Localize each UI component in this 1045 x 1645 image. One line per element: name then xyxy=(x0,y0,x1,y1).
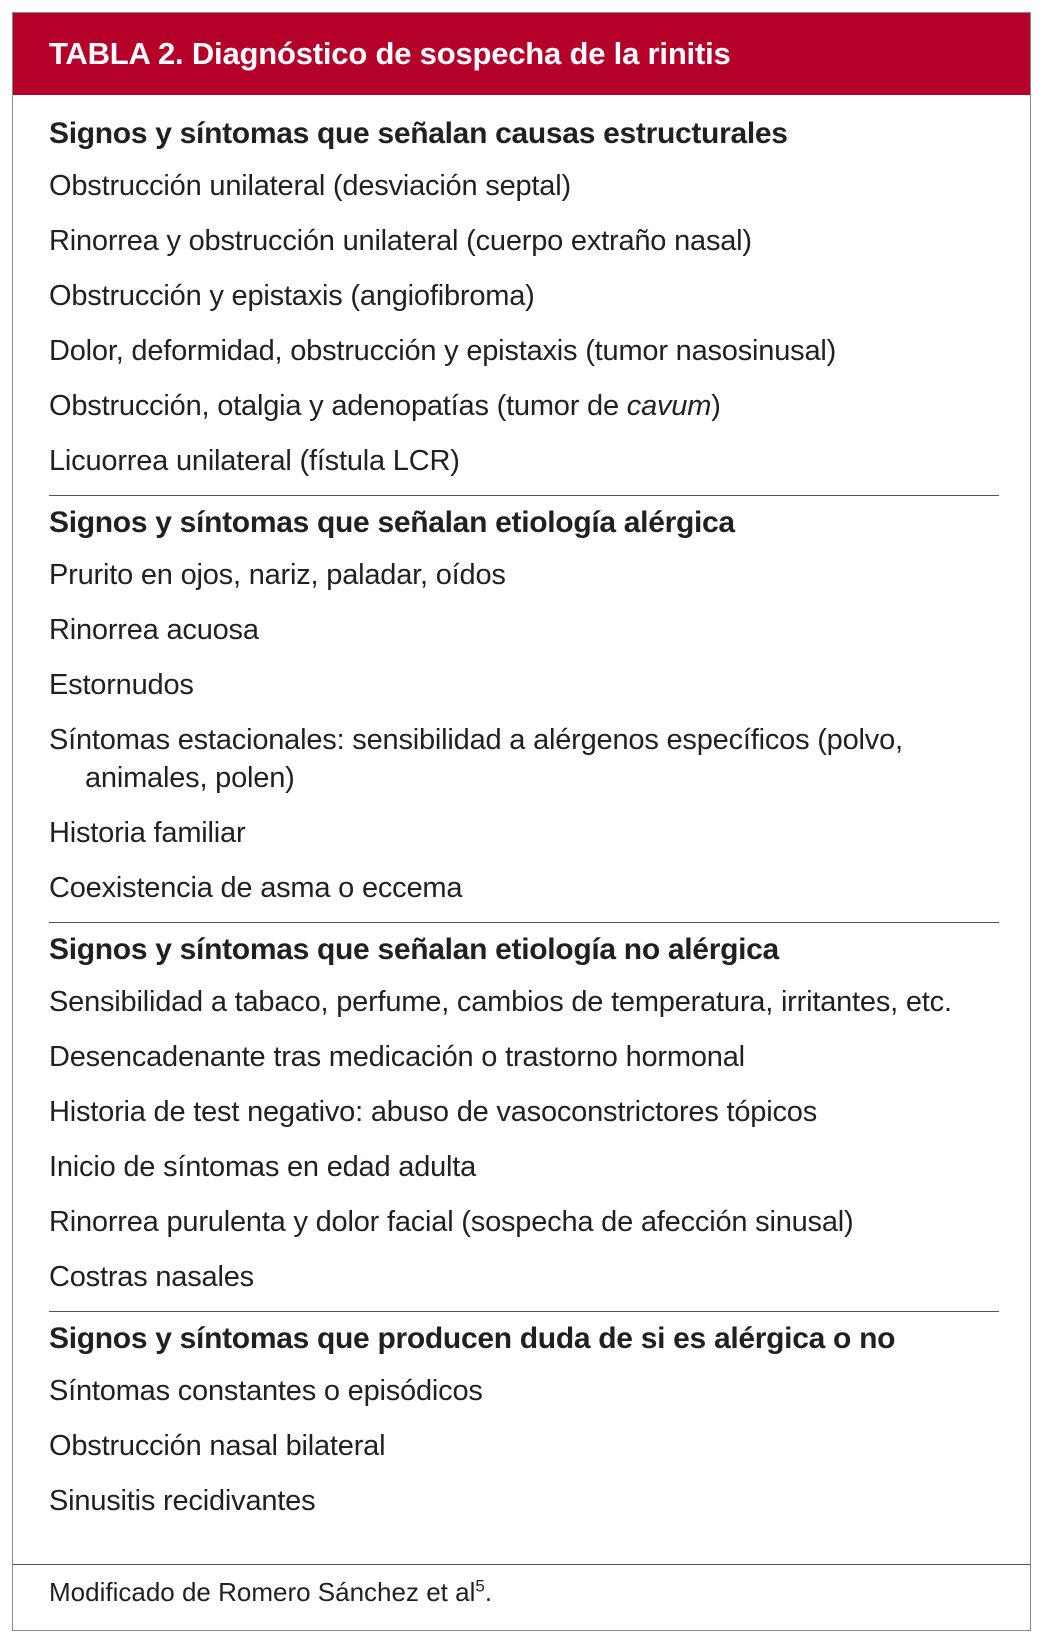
list-item: Síntomas estacionales: sensibilidad a alérgenos específicos (polvo, animales, polen) xyxy=(49,724,903,794)
list-item: Obstrucción unilateral (desviación septal) xyxy=(49,170,571,202)
list-item: Obstrucción y epistaxis (angiofibroma) xyxy=(49,280,535,312)
section-heading: Signos y síntomas que señalan etiología no alérgica xyxy=(49,933,779,966)
list-item: Síntomas constantes o episódicos xyxy=(49,1375,483,1407)
section-doubtful-allergic xyxy=(49,1320,999,1535)
section-heading: Signos y síntomas que producen duda de si es alérgica o no xyxy=(49,1322,896,1355)
section-allergic-etiology xyxy=(49,504,999,923)
section-structural-causes xyxy=(49,115,999,496)
list-item: Dolor, deformidad, obstrucción y epistaxis (tumor nasosinusal) xyxy=(49,335,837,367)
list-item: Obstrucción, otalgia y adenopatías (tumor de cavum) xyxy=(49,390,721,422)
table-title: TABLA 2. Diagnóstico de sospecha de la rinitis xyxy=(49,36,731,71)
table-frame xyxy=(12,12,1031,1631)
table-footer xyxy=(13,1564,1030,1609)
list-item: Prurito en ojos, nariz, paladar, oídos xyxy=(49,559,506,591)
list-item: Rinorrea acuosa xyxy=(49,614,259,646)
list-item: Obstrucción nasal bilateral xyxy=(49,1430,386,1462)
table-body xyxy=(49,107,999,1535)
table-header xyxy=(13,13,1030,95)
list-item: Historia familiar xyxy=(49,817,246,849)
list-item: Coexistencia de asma o eccema xyxy=(49,872,463,904)
list-item: Historia de test negativo: abuso de vasoconstrictores tópicos xyxy=(49,1096,817,1128)
section-non-allergic-etiology xyxy=(49,931,999,1312)
list-item: Rinorrea purulenta y dolor facial (sospecha de afección sinusal) xyxy=(49,1206,854,1238)
footnote-reference: 5 xyxy=(475,1576,485,1596)
list-item: Estornudos xyxy=(49,669,194,701)
list-item: Sinusitis recidivantes xyxy=(49,1485,316,1517)
list-item: Inicio de síntomas en edad adulta xyxy=(49,1151,477,1183)
list-item: Desencadenante tras medicación o trastorno hormonal xyxy=(49,1041,745,1073)
list-item: Sensibilidad a tabaco, perfume, cambios de temperatura, irritantes, etc. xyxy=(49,986,952,1018)
section-heading: Signos y síntomas que señalan etiología alérgica xyxy=(49,506,735,539)
list-item: Licuorrea unilateral (fístula LCR) xyxy=(49,445,460,477)
list-item: Costras nasales xyxy=(49,1261,254,1293)
section-heading: Signos y síntomas que señalan causas estructurales xyxy=(49,117,788,150)
list-item: Rinorrea y obstrucción unilateral (cuerpo extraño nasal) xyxy=(49,225,752,257)
footnote-text: Modificado de Romero Sánchez et al xyxy=(49,1577,476,1607)
footnote-suffix: . xyxy=(484,1577,493,1607)
footnote xyxy=(49,1575,1030,1609)
